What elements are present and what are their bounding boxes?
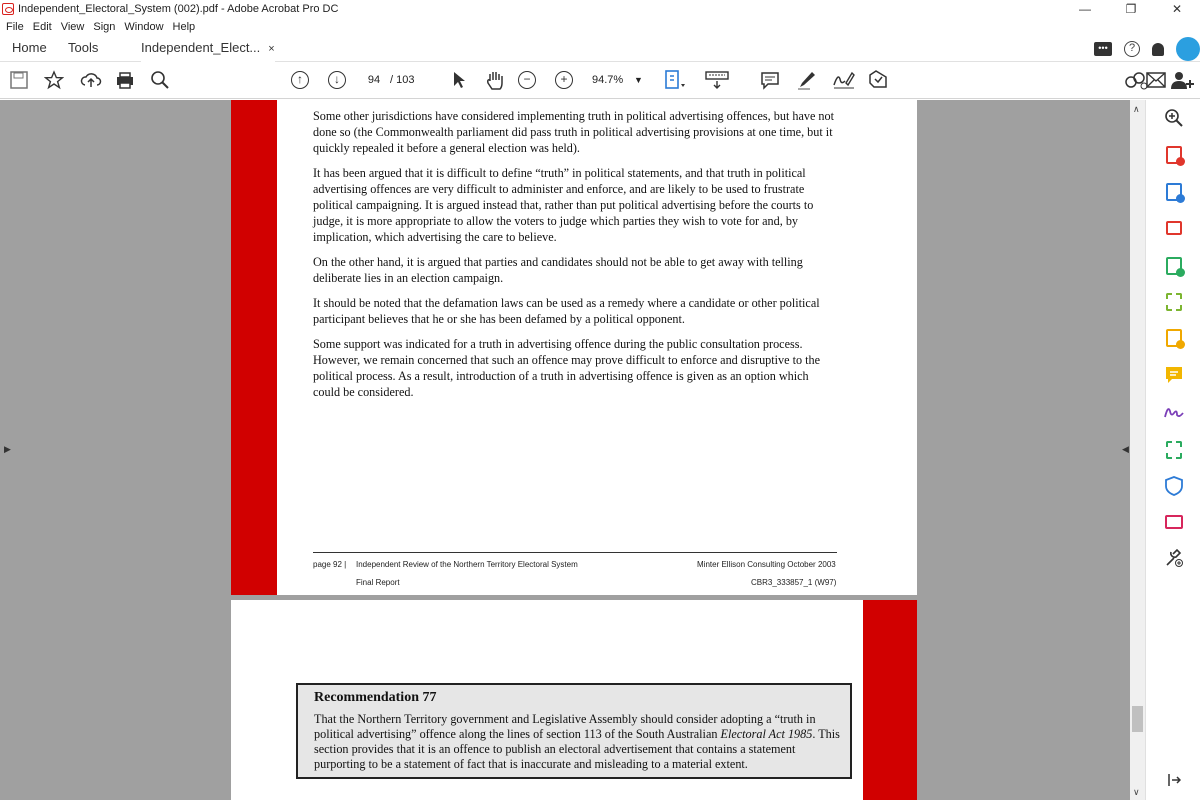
minimize-button[interactable]: — bbox=[1079, 2, 1091, 16]
paragraph: It has been argued that it is difficult to define “truth” in political statements, and that truth in political advertising offences are very difficult to administer and enforce, and are likely to be used to frustrate political campaigning. It is argued instead that, rather than put political advertising before the courts to judge, it is more appropriate to allow the voters to judge which parties they wish to vote for and, by implication, which advertising the care to believe. bbox=[313, 166, 814, 244]
select-tool-icon[interactable] bbox=[452, 70, 466, 90]
share-link-icon[interactable] bbox=[1124, 70, 1148, 90]
arrow-down-icon: ↓ bbox=[328, 71, 346, 89]
tools-pane bbox=[1145, 100, 1200, 800]
expand-left-pane-icon[interactable]: ▶ bbox=[4, 444, 11, 454]
acrobat-icon bbox=[2, 3, 14, 15]
scroll-down-icon[interactable]: ∨ bbox=[1133, 787, 1140, 797]
restore-button[interactable]: ❐ bbox=[1125, 2, 1137, 16]
avatar[interactable] bbox=[1176, 37, 1200, 61]
window-title: Independent_Electoral_System (002).pdf - Adobe Acrobat Pro DC bbox=[18, 3, 339, 15]
organize-pages-icon[interactable] bbox=[1163, 218, 1185, 238]
sign-icon[interactable] bbox=[832, 70, 856, 90]
scrollbar-thumb[interactable] bbox=[1132, 706, 1143, 732]
compress-pdf-icon[interactable] bbox=[1163, 292, 1185, 312]
tab-document-label: Independent_Elect... bbox=[141, 40, 261, 55]
compare-files-icon[interactable] bbox=[1163, 512, 1185, 532]
close-button[interactable]: ✕ bbox=[1171, 2, 1183, 16]
scan-ocr-icon[interactable] bbox=[1163, 440, 1185, 460]
plus-icon: + bbox=[555, 71, 573, 89]
page-total: / 103 bbox=[390, 74, 415, 86]
minus-icon: − bbox=[518, 71, 536, 89]
arrow-up-icon: ↑ bbox=[291, 71, 309, 89]
zoom-dropdown-icon[interactable]: ▼ bbox=[634, 75, 643, 85]
menu-sign[interactable]: Sign bbox=[93, 21, 116, 33]
print-icon[interactable] bbox=[115, 70, 135, 90]
create-pdf-icon[interactable] bbox=[1163, 145, 1185, 165]
menu-bar bbox=[0, 18, 1200, 36]
tab-document[interactable] bbox=[141, 36, 275, 62]
collapse-pane-icon[interactable] bbox=[1163, 770, 1185, 790]
tab-close-icon[interactable]: × bbox=[268, 43, 275, 55]
next-page-button[interactable] bbox=[328, 70, 346, 90]
keyboard-icon[interactable] bbox=[705, 70, 729, 90]
menu-window[interactable]: Window bbox=[124, 21, 164, 33]
scroll-up-icon[interactable]: ∧ bbox=[1133, 104, 1140, 114]
toolbar bbox=[0, 62, 1200, 99]
comment-icon[interactable] bbox=[760, 70, 780, 90]
footer-divider bbox=[313, 552, 837, 553]
email-icon[interactable] bbox=[1146, 70, 1166, 90]
pdf-page-95 bbox=[231, 600, 917, 800]
recommendation-text: That the Northern Territory government and Legislative Assembly should consider adopting a “truth in political advertising” offence along the lines of section 113 of the South Australian Electoral Act 1985. This section provides that it is an offence to publish an electoral advertisement that contains a statement purporting to be a statement of fact that is inaccurate and misleading to a material extent. bbox=[314, 712, 840, 771]
footer-consultant: Minter Ellison Consulting October 2003 bbox=[697, 560, 836, 569]
footer-ref: CBR3_333857_1 (W97) bbox=[751, 578, 837, 587]
add-user-icon[interactable] bbox=[1170, 70, 1194, 90]
highlight-pen-icon[interactable] bbox=[796, 70, 818, 90]
more-tools-icon[interactable] bbox=[1163, 548, 1185, 568]
tabs-bar bbox=[0, 36, 1200, 62]
zoom-level[interactable]: 94.7% bbox=[592, 74, 624, 86]
sign-tool-icon[interactable] bbox=[1163, 402, 1185, 422]
collapse-right-pane-icon[interactable]: ◀ bbox=[1122, 444, 1129, 454]
hand-tool-icon[interactable] bbox=[484, 70, 506, 90]
menu-edit[interactable]: Edit bbox=[32, 21, 52, 33]
footer-doc-title: Independent Review of the Northern Territory Electoral System bbox=[356, 560, 578, 569]
window-controls bbox=[1062, 0, 1200, 18]
page-number-input[interactable]: 94 bbox=[367, 74, 381, 86]
paragraph: On the other hand, it is argued that parties and candidates should not be able to get away with telling deliberate lies in an election campaign. bbox=[313, 255, 803, 285]
paragraph: Some support was indicated for a truth in advertising offence during the public consultation process. However, we remain concerned that such an offence may prove difficult to enforce and disruptive to the political process. As a result, introduction of a truth in advertising offence is given as an option which could be considered. bbox=[313, 337, 821, 399]
red-margin-band bbox=[231, 100, 277, 595]
footer-page-label: page 92 | bbox=[313, 560, 347, 569]
save-icon[interactable] bbox=[10, 70, 28, 90]
paragraph: It should be noted that the defamation laws can be used as a remedy where a candidate or other political participant believes that he or she has been defamed by a political opponent. bbox=[313, 296, 820, 326]
page-body-text bbox=[313, 108, 838, 409]
red-margin-band bbox=[863, 600, 917, 800]
recommendation-box bbox=[296, 683, 852, 779]
search-icon[interactable] bbox=[150, 70, 170, 90]
vertical-scrollbar[interactable] bbox=[1130, 100, 1145, 800]
help-icon[interactable]: ? bbox=[1124, 41, 1140, 57]
pdf-page-94 bbox=[231, 100, 917, 595]
upload-cloud-icon[interactable] bbox=[80, 70, 102, 90]
paragraph: Some other jurisdictions have considered implementing truth in political advertising offences, but have not done so (the Commonwealth parliament did pass truth in political advertising provisions at one time, but it quickly repealed it before a general election was held). bbox=[313, 109, 835, 155]
edit-pdf-icon[interactable] bbox=[1163, 256, 1185, 276]
title-bar bbox=[0, 0, 1200, 18]
zoom-in-button[interactable] bbox=[555, 70, 573, 90]
protect-icon[interactable] bbox=[1163, 476, 1185, 496]
menu-view[interactable]: View bbox=[60, 21, 85, 33]
menu-help[interactable]: Help bbox=[172, 21, 196, 33]
export-pdf-icon[interactable] bbox=[1163, 182, 1185, 202]
stamp-tag-icon[interactable] bbox=[866, 70, 888, 90]
notifications-icon[interactable] bbox=[1152, 43, 1164, 56]
comment-tool-icon[interactable] bbox=[1163, 365, 1185, 385]
tab-tools[interactable]: Tools bbox=[68, 40, 99, 55]
top-right-controls bbox=[1094, 36, 1200, 62]
zoom-tool-icon[interactable] bbox=[1163, 108, 1185, 128]
tab-home[interactable]: Home bbox=[12, 40, 47, 55]
footer-subtitle: Final Report bbox=[356, 578, 400, 587]
zoom-out-button[interactable] bbox=[518, 70, 536, 90]
page-fit-icon[interactable] bbox=[664, 70, 686, 90]
previous-page-button[interactable] bbox=[291, 70, 309, 90]
star-icon[interactable] bbox=[44, 70, 64, 90]
recommendation-title: Recommendation 77 bbox=[314, 690, 437, 705]
fill-sign-icon[interactable] bbox=[1163, 328, 1185, 348]
menu-file[interactable]: File bbox=[6, 21, 24, 33]
comments-icon[interactable]: ••• bbox=[1094, 42, 1112, 56]
